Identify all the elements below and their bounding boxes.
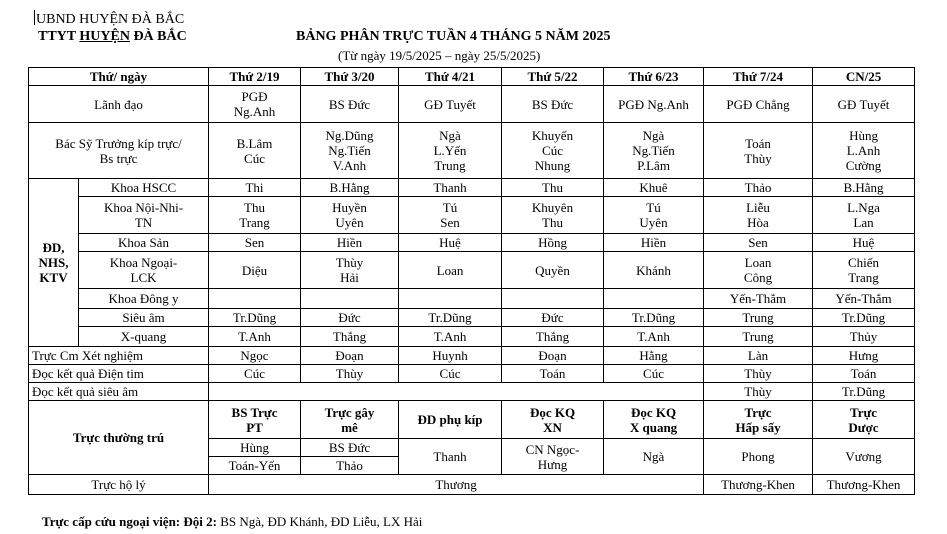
lab-row	[29, 347, 915, 365]
org-name-line1: UBND HUYỆN ĐÀ BẮC	[36, 12, 185, 27]
row-label: Khoa Đông y	[79, 289, 209, 309]
table-cell: Quyền	[502, 252, 604, 289]
row-label: Khoa Ngoại- LCK	[79, 252, 209, 289]
duty-roster-table	[28, 67, 915, 495]
table-cell: Ngà	[604, 439, 704, 475]
table-cell: Thương-Khen	[813, 475, 915, 495]
day-header: CN/25	[813, 68, 915, 86]
table-cell: Trung	[704, 327, 813, 347]
table-cell: Tr.Dũng	[813, 383, 915, 401]
resident-role-header: Đọc KQ XN	[502, 401, 604, 439]
table-cell: Hằng	[604, 347, 704, 365]
table-cell: Huynh	[399, 347, 502, 365]
dept-row	[29, 289, 915, 309]
header-row	[29, 68, 915, 86]
table-cell: Tr.Dũng	[813, 309, 915, 327]
document-subtitle: (Từ ngày 19/5/2025 – ngày 25/5/2025)	[338, 48, 541, 63]
resident-role-header: Trực Hấp sấy	[704, 401, 813, 439]
resident-header-row	[29, 401, 915, 439]
table-cell: B.Hằng	[301, 179, 399, 197]
table-cell: Cúc	[604, 365, 704, 383]
table-cell	[399, 289, 502, 309]
table-cell: Ng.Dũng Ng.Tiến V.Anh	[301, 123, 399, 179]
table-cell: T.Anh	[399, 327, 502, 347]
table-cell: GĐ Tuyết	[399, 86, 502, 123]
table-cell: Thanh	[399, 439, 502, 475]
table-cell: Tú Uyên	[604, 197, 704, 234]
row-label: Trực thường trú	[29, 401, 209, 475]
table-cell: Chiến Trang	[813, 252, 915, 289]
table-cell: Ngà L.Yến Trung	[399, 123, 502, 179]
table-cell: PGĐ Chẳng	[704, 86, 813, 123]
table-cell: Tr.Dũng	[604, 309, 704, 327]
table-cell: Loan Công	[704, 252, 813, 289]
table-cell: Thùy	[301, 365, 399, 383]
resident-role-header: Trực gây mê	[301, 401, 399, 439]
row-label: Khoa HSCC	[79, 179, 209, 197]
table-cell: Hùng	[209, 439, 301, 457]
row-label: Trực hộ lý	[29, 475, 209, 495]
table-cell: Cúc	[209, 365, 301, 383]
table-cell: CN Ngọc- Hưng	[502, 439, 604, 475]
table-cell: Huệ	[399, 234, 502, 252]
day-header: Thứ 4/21	[399, 68, 502, 86]
table-cell: Liễu Hòa	[704, 197, 813, 234]
table-cell: Diệu	[209, 252, 301, 289]
table-cell: T.Anh	[604, 327, 704, 347]
table-cell: Thùy Hải	[301, 252, 399, 289]
table-cell: PGĐ Ng.Anh	[209, 86, 301, 123]
staff-group-label: ĐD, NHS, KTV	[29, 179, 79, 347]
table-cell: Hùng L.Anh Cường	[813, 123, 915, 179]
table-cell: PGĐ Ng.Anh	[604, 86, 704, 123]
table-cell: L.Nga Lan	[813, 197, 915, 234]
table-cell: GĐ Tuyết	[813, 86, 915, 123]
table-cell: Toán	[502, 365, 604, 383]
table-cell: Sen	[704, 234, 813, 252]
table-cell: BS Đức	[301, 86, 399, 123]
table-cell: B.Lâm Cúc	[209, 123, 301, 179]
table-cell: Đức	[502, 309, 604, 327]
table-cell: Hiền	[301, 234, 399, 252]
table-cell: Huyền Uyên	[301, 197, 399, 234]
table-cell: Thu Trang	[209, 197, 301, 234]
table-cell	[209, 289, 301, 309]
dept-row	[29, 234, 915, 252]
table-cell: Thương	[209, 475, 704, 495]
dept-row	[29, 327, 915, 347]
dept-row	[29, 309, 915, 327]
table-cell: Khuyên Thu	[502, 197, 604, 234]
table-cell: Toán	[813, 365, 915, 383]
table-cell: Yến-Thắm	[813, 289, 915, 309]
table-cell: Hưng	[813, 347, 915, 365]
table-cell	[301, 289, 399, 309]
table-cell: Hồng	[502, 234, 604, 252]
ultrasound-row	[29, 383, 915, 401]
row-label: Siêu âm	[79, 309, 209, 327]
table-cell: Khuê	[604, 179, 704, 197]
table-cell: Tr.Dũng	[209, 309, 301, 327]
row-label: Lãnh đạo	[29, 86, 209, 123]
table-cell: Tr.Dũng	[399, 309, 502, 327]
org-name-line2: TTYT HUYỆN ĐÀ BẮC	[38, 29, 187, 44]
corner-cell: Thứ/ ngày	[29, 68, 209, 86]
day-header: Thứ 5/22	[502, 68, 604, 86]
resident-role-header: Trực Dược	[813, 401, 915, 439]
table-cell	[604, 289, 704, 309]
table-cell: Sen	[209, 234, 301, 252]
table-cell: Phong	[704, 439, 813, 475]
table-cell: Thanh	[399, 179, 502, 197]
row-label: Bác Sỹ Trưởng kíp trực/ Bs trực	[29, 123, 209, 179]
row-label: Trực Cm Xét nghiệm	[29, 347, 209, 365]
row-label: Khoa Sản	[79, 234, 209, 252]
table-cell: Thảo	[704, 179, 813, 197]
table-cell: Thắng	[502, 327, 604, 347]
ecg-row	[29, 365, 915, 383]
resident-role-header: BS Trực PT	[209, 401, 301, 439]
row-label: X-quang	[79, 327, 209, 347]
table-cell: Đoạn	[301, 347, 399, 365]
table-cell: BS Đức	[301, 439, 399, 457]
table-cell: BS Đức	[502, 86, 604, 123]
resident-role-header: ĐD phụ kíp	[399, 401, 502, 439]
dept-row	[29, 179, 915, 197]
table-cell: Thủy	[813, 327, 915, 347]
day-header: Thứ 7/24	[704, 68, 813, 86]
table-cell: B.Hằng	[813, 179, 915, 197]
table-cell: Thi	[209, 179, 301, 197]
table-cell: Đức	[301, 309, 399, 327]
day-header: Thứ 6/23	[604, 68, 704, 86]
table-cell: Yến-Thắm	[704, 289, 813, 309]
row-label: Khoa Nội-Nhi- TN	[79, 197, 209, 234]
table-cell: Vương	[813, 439, 915, 475]
table-cell: Thắng	[301, 327, 399, 347]
table-cell: Khuyến Cúc Nhung	[502, 123, 604, 179]
table-cell: Cúc	[399, 365, 502, 383]
table-cell: Ngà Ng.Tiến P.Lâm	[604, 123, 704, 179]
table-cell: Làn	[704, 347, 813, 365]
table-cell: Huệ	[813, 234, 915, 252]
table-cell: Tú Sen	[399, 197, 502, 234]
document-title: BẢNG PHÂN TRỰC TUẦN 4 THÁNG 5 NĂM 2025	[296, 29, 611, 44]
orderly-row	[29, 475, 915, 495]
table-cell: Thu	[502, 179, 604, 197]
table-cell: Thương-Khen	[704, 475, 813, 495]
table-cell: Loan	[399, 252, 502, 289]
table-cell: Thùy	[704, 383, 813, 401]
table-cell: Thảo	[301, 457, 399, 475]
row-label: Đọc kết quả siêu âm	[29, 383, 209, 401]
table-cell: Trung	[704, 309, 813, 327]
dept-row	[29, 252, 915, 289]
day-header: Thứ 3/20	[301, 68, 399, 86]
dept-row	[29, 197, 915, 234]
table-cell: T.Anh	[209, 327, 301, 347]
table-cell: Hiền	[604, 234, 704, 252]
text-cursor	[34, 10, 35, 25]
table-cell: Khánh	[604, 252, 704, 289]
table-cell: Toán Thùy	[704, 123, 813, 179]
table-cell: Toán-Yến	[209, 457, 301, 475]
day-header: Thứ 2/19	[209, 68, 301, 86]
table-cell: Đoạn	[502, 347, 604, 365]
table-cell	[502, 289, 604, 309]
table-cell: Thùy	[704, 365, 813, 383]
table-cell: Ngọc	[209, 347, 301, 365]
resident-role-header: Đọc KQ X quang	[604, 401, 704, 439]
doctor-row	[29, 123, 915, 179]
leadership-row	[29, 86, 915, 123]
emergency-team-note: Trực cấp cứu ngoại viện: Đội 2: BS Ngà, ĐD Khánh, ĐD Liễu, LX Hải	[42, 514, 423, 529]
row-label: Đọc kết quả Điện tim	[29, 365, 209, 383]
table-cell	[209, 383, 704, 401]
